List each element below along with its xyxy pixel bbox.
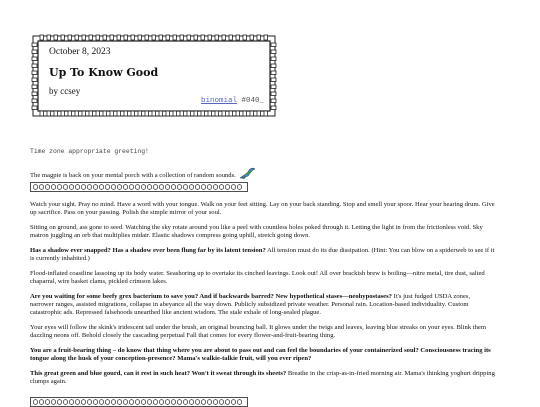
body-paragraph — [30, 224, 495, 240]
paragraph-text: Your eyes will follow the skink's iridescent tail under the brush, an original bouncing ball. It glows under the twigs and leaves, leaving blue streaks on your eyes. Blink them dazzling neons off. Behold closely the cascading perpetual Fall that comes for every flower-and-fruit-bearing thing. — [30, 324, 486, 339]
body-paragraph — [30, 370, 495, 386]
paragraph-list — [30, 201, 495, 386]
magpie-icon — [239, 166, 257, 180]
paragraph-text: All tension must do its due dissipation. (Hint: You can blow on a spiderweb to see if it is currently inhabited.) — [30, 247, 495, 262]
issue-date: October 8, 2023 — [49, 47, 111, 57]
newsletter-body — [30, 166, 495, 393]
timezone-greeting: Time zone appropriate greeting! — [30, 148, 149, 155]
binomial-link[interactable]: binomial — [200, 97, 237, 105]
paragraph-lead: This great green and blue gourd, can it rest in such heat? Won't it sweat through its sheets? — [30, 370, 287, 377]
paragraph-lead: You are a fruit-bearing thing – do know that thing where you are about to pass out and can feel the boundaries of your containerized soul? Consciousness tracing its tongue along the husk of your conception-presence? Mama's walkie-talkie fruit, will you ever ripen? — [30, 347, 491, 362]
issue-title: Up To Know Good — [49, 66, 159, 79]
paragraph-text: Breathe in the crisp-as-in-fried morning air. Mama's thinking yoghurt dripping clumps again. — [30, 370, 495, 385]
body-paragraph — [30, 270, 495, 286]
paragraph-text: Watch your sight. Pray no mind. Have a word with your tongue. Walk on your feet sitting. Lay on your back standing. Stop and smell your spoor. Hear your hearing drum. Give up sacrifice. Pass on your passing. Polish the simple mirror of your soul. — [30, 201, 495, 216]
paragraph-lead: Are you waiting for some beefy grex bacterium to save you? And if backwards barred? New hypothetical stases—neohypostases? — [30, 293, 392, 300]
body-paragraph — [30, 347, 495, 363]
paragraph-text: Flood-inflated coastline lassoing up its body water. Seashoring up to overtake its cinched leavings. Look out! All over brackish brew is boiling—nitre metal, tire dust, salted chaparral, wire basket clams, pickled crimson lakes. — [30, 270, 485, 285]
body-paragraph — [30, 201, 495, 217]
ornament-divider-bottom — [30, 397, 248, 407]
intro-line — [30, 166, 495, 180]
byline: by ccsey — [49, 86, 81, 96]
intro-text: The magpie is back on your mental porch with a collection of random sounds. — [30, 172, 236, 179]
issue-number: #040_ — [241, 97, 264, 105]
issue-footer — [201, 97, 264, 105]
ornament-divider — [30, 182, 248, 192]
paragraph-text: Sitting on ground, ass gone to seed. Watching the sky rotate around you like a peel with countless holes poked through it. Letting the light in from the frictionless void. Sky matron juggling an orb that multiplies midair. Elastic shadows compress going uphill, stretch going down. — [30, 224, 483, 239]
header-card — [30, 33, 278, 119]
paragraph-lead: Has a shadow ever snapped? Has a shadow ever been flung far by its latent tension? — [30, 247, 266, 254]
body-paragraph — [30, 324, 495, 340]
body-paragraph — [30, 247, 495, 263]
body-paragraph — [30, 293, 495, 317]
paragraph-text: It's just fudged USDA zones, narrower ranges, assisted migrations, collapse in abeyance all the way down. Publicly subsidized private weather. Personal rain. Location-based individuality. Custom catastrophic ads. Repressed falsehoods unearthed like ancient wisdom. The stale exhale of long-sealed plague. — [30, 293, 471, 316]
